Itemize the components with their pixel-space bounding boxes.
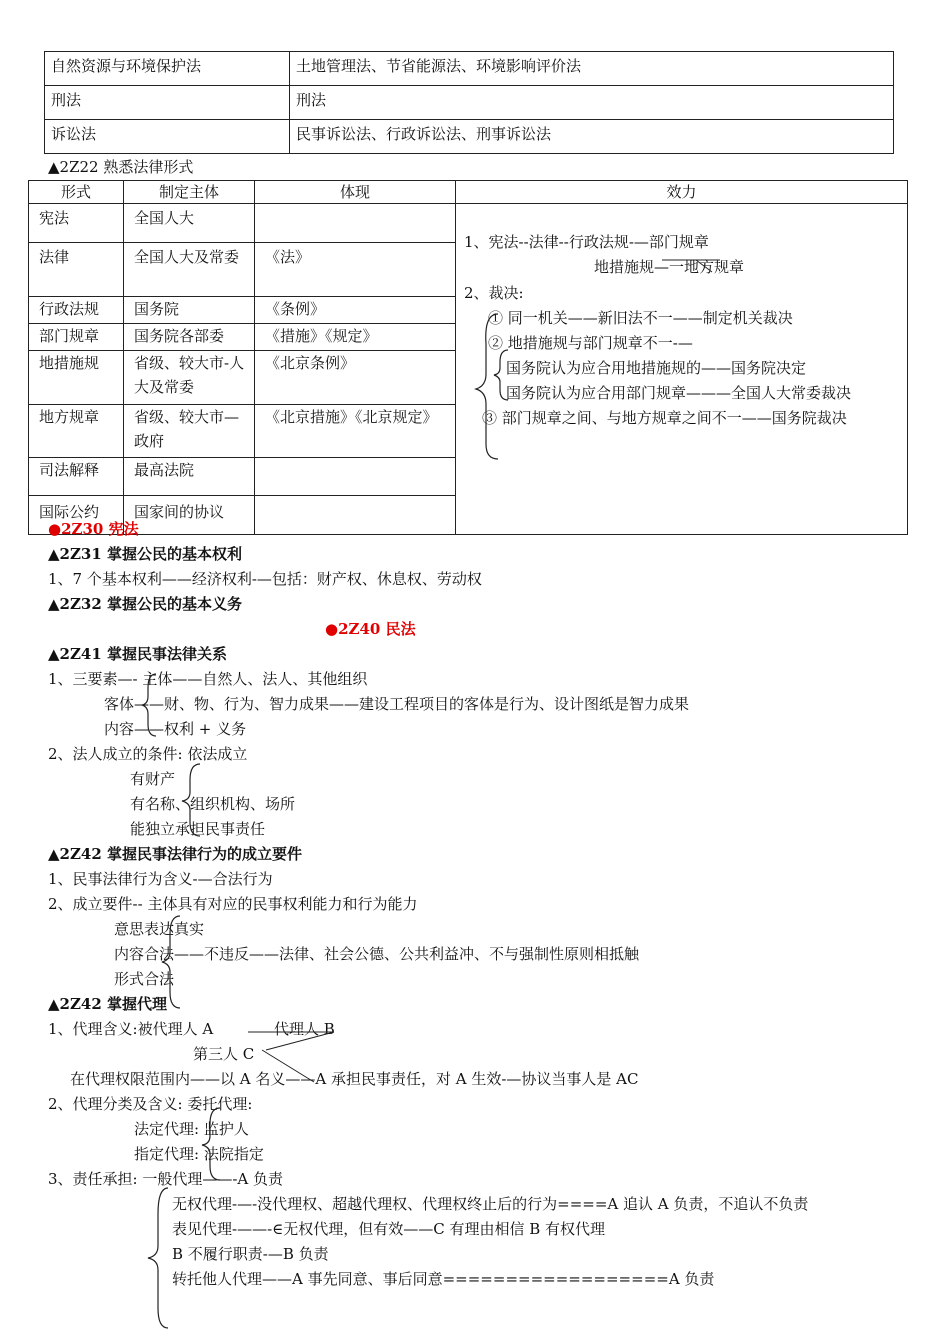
section-heading-2z22: ▲2Z22 熟悉法律形式 — [48, 158, 194, 176]
table-cell — [255, 496, 456, 535]
table-cell: 《条例》 — [255, 296, 456, 323]
table-cell: 刑法 — [45, 86, 290, 120]
text-line: 表见代理-——-∈无权代理，但有效——C 有理由相信 B 有权代理 — [172, 1220, 606, 1238]
text-line: 无权代理-—-没代理权、超越代理权、代理权终止后的行为====A 追认 A 负责，不追认不负责 — [172, 1195, 809, 1213]
effect-line: 国务院认为应合用地措施规的——国务院决定 — [506, 359, 807, 377]
effect-cell — [456, 204, 908, 535]
table-law-types — [44, 51, 894, 154]
table-cell: 省级、较大市-人大及常委 — [124, 350, 255, 404]
effect-line: 1、宪法--法律--行政法规-—部门规章 — [464, 233, 709, 251]
table-cell: 地方规章 — [29, 404, 124, 458]
text-line: 有名称、组织机构、场所 — [130, 795, 296, 813]
text-line: 2、成立要件-- 主体具有对应的民事权利能力和行为能力 — [48, 895, 418, 913]
table-cell: 宪法 — [29, 204, 124, 243]
table-row — [45, 120, 894, 154]
text-line: 2、代理分类及含义: 委托代理: — [48, 1095, 253, 1113]
table-cell: 最高法院 — [124, 458, 255, 496]
text-line: 在代理权限范围内——以 A 名义——A 承担民事责任，对 A 生效-—协议当事人是 AC — [70, 1070, 639, 1088]
text-line: B 不履行职责-—B 负责 — [172, 1245, 329, 1263]
table-row — [29, 204, 908, 243]
section-heading-2z41: ▲2Z41 掌握民事法律关系 — [48, 645, 228, 663]
table-cell: 司法解释 — [29, 458, 124, 496]
text-line: 有财产 — [130, 770, 176, 788]
text-line: 1、民事法律行为含义-—合法行为 — [48, 870, 273, 888]
text-line: 代理人 B — [274, 1020, 335, 1038]
text-line: 客体——财、物、行为、智力成果——建设工程项目的客体是行为、设计图纸是智力成果 — [104, 695, 690, 713]
section-heading-2z32: ▲2Z32 掌握公民的基本义务 — [48, 595, 243, 613]
text-line: 1、代理含义:被代理人 A — [48, 1020, 214, 1038]
table-cell: 《措施》《规定》 — [255, 323, 456, 350]
section-heading-2z42-b: ▲2Z42 掌握代理 — [48, 995, 168, 1013]
section-heading-2z31: ▲2Z31 掌握公民的基本权利 — [48, 545, 243, 563]
table-cell: 法律 — [29, 242, 124, 296]
effect-line: ② 地措施规与部门规章不一-— — [488, 334, 693, 352]
section-heading-2z40: ●2Z40 民法 — [325, 620, 416, 638]
table-cell — [255, 204, 456, 243]
text-line: 第三人 C — [193, 1045, 255, 1063]
table-cell: 省级、较大市—政府 — [124, 404, 255, 458]
effect-line: 地措施规—一地方规章 — [594, 258, 745, 276]
table-cell: 《北京措施》《北京规定》 — [255, 404, 456, 458]
text-line: 法定代理: 监护人 — [134, 1120, 249, 1138]
table-cell: 诉讼法 — [45, 120, 290, 154]
table-cell: 土地管理法、节省能源法、环境影响评价法 — [290, 52, 894, 86]
effect-line: ③ 部门规章之间、与地方规章之间不一——国务院裁决 — [482, 409, 847, 427]
section-heading-2z30: ●2Z30 宪法 — [48, 520, 139, 538]
arrow-icon — [656, 256, 726, 276]
table-cell: 民事诉讼法、行政诉讼法、刑事诉讼法 — [290, 120, 894, 154]
table-cell: 全国人大 — [124, 204, 255, 243]
brace-icon — [140, 670, 160, 740]
column-header: 体现 — [255, 181, 456, 204]
text-line: 能独立承担民事责任 — [130, 820, 266, 838]
table-cell: 《法》 — [255, 242, 456, 296]
text-line: 意思表达真实 — [114, 920, 205, 938]
text-line: 1、三要素—- 主体——自然人、法人、其他组织 — [48, 670, 368, 688]
column-header: 效力 — [456, 181, 908, 204]
table-cell: 全国人大及常委 — [124, 242, 255, 296]
table-cell: 国际公约 — [29, 496, 124, 535]
table-cell: 国务院 — [124, 296, 255, 323]
table-cell: 《北京条例》 — [255, 350, 456, 404]
effect-line: 国务院认为应合用部门规章———全国人大常委裁决 — [506, 384, 852, 402]
brace-icon — [180, 760, 204, 840]
text-line: 2、法人成立的条件: 依法成立 — [48, 745, 248, 763]
table-law-forms — [28, 180, 908, 535]
text-line: 内容——权利 + 义务 — [104, 720, 247, 738]
effect-line: ① 同一机关——新旧法不一——制定机关裁决 — [488, 309, 793, 327]
text-line: 指定代理: 法院指定 — [134, 1145, 264, 1163]
text-line: 1、7 个基本权利——经济权利-—包括：财产权、休息权、劳动权 — [48, 570, 482, 588]
text-line: 3、责任承担: 一般代理——-A 负责 — [48, 1170, 284, 1188]
effect-line: 2、裁决: — [464, 284, 524, 302]
brace-icon — [146, 1184, 172, 1334]
table-cell: 部门规章 — [29, 323, 124, 350]
brace-icon — [492, 344, 512, 404]
table-cell: 行政法规 — [29, 296, 124, 323]
column-header: 形式 — [29, 181, 124, 204]
table-header-row — [29, 181, 908, 204]
table-cell: 刑法 — [290, 86, 894, 120]
table-cell: 地措施规 — [29, 350, 124, 404]
table-cell: 国务院各部委 — [124, 323, 255, 350]
text-line: 形式合法 — [114, 970, 175, 988]
table-cell: 国家间的协议 — [124, 496, 255, 535]
table-row — [45, 86, 894, 120]
table-row — [45, 52, 894, 86]
table-cell — [255, 458, 456, 496]
text-line: 内容合法——不违反——法律、社会公德、公共利益冲、不与强制性原则相抵触 — [114, 945, 640, 963]
table-cell: 自然资源与环境保护法 — [45, 52, 290, 86]
section-heading-2z42-a: ▲2Z42 掌握民事法律行为的成立要件 — [48, 845, 303, 863]
text-line: 转托他人代理——A 事先同意、事后同意==================A 负责 — [172, 1270, 715, 1288]
column-header: 制定主体 — [124, 181, 255, 204]
